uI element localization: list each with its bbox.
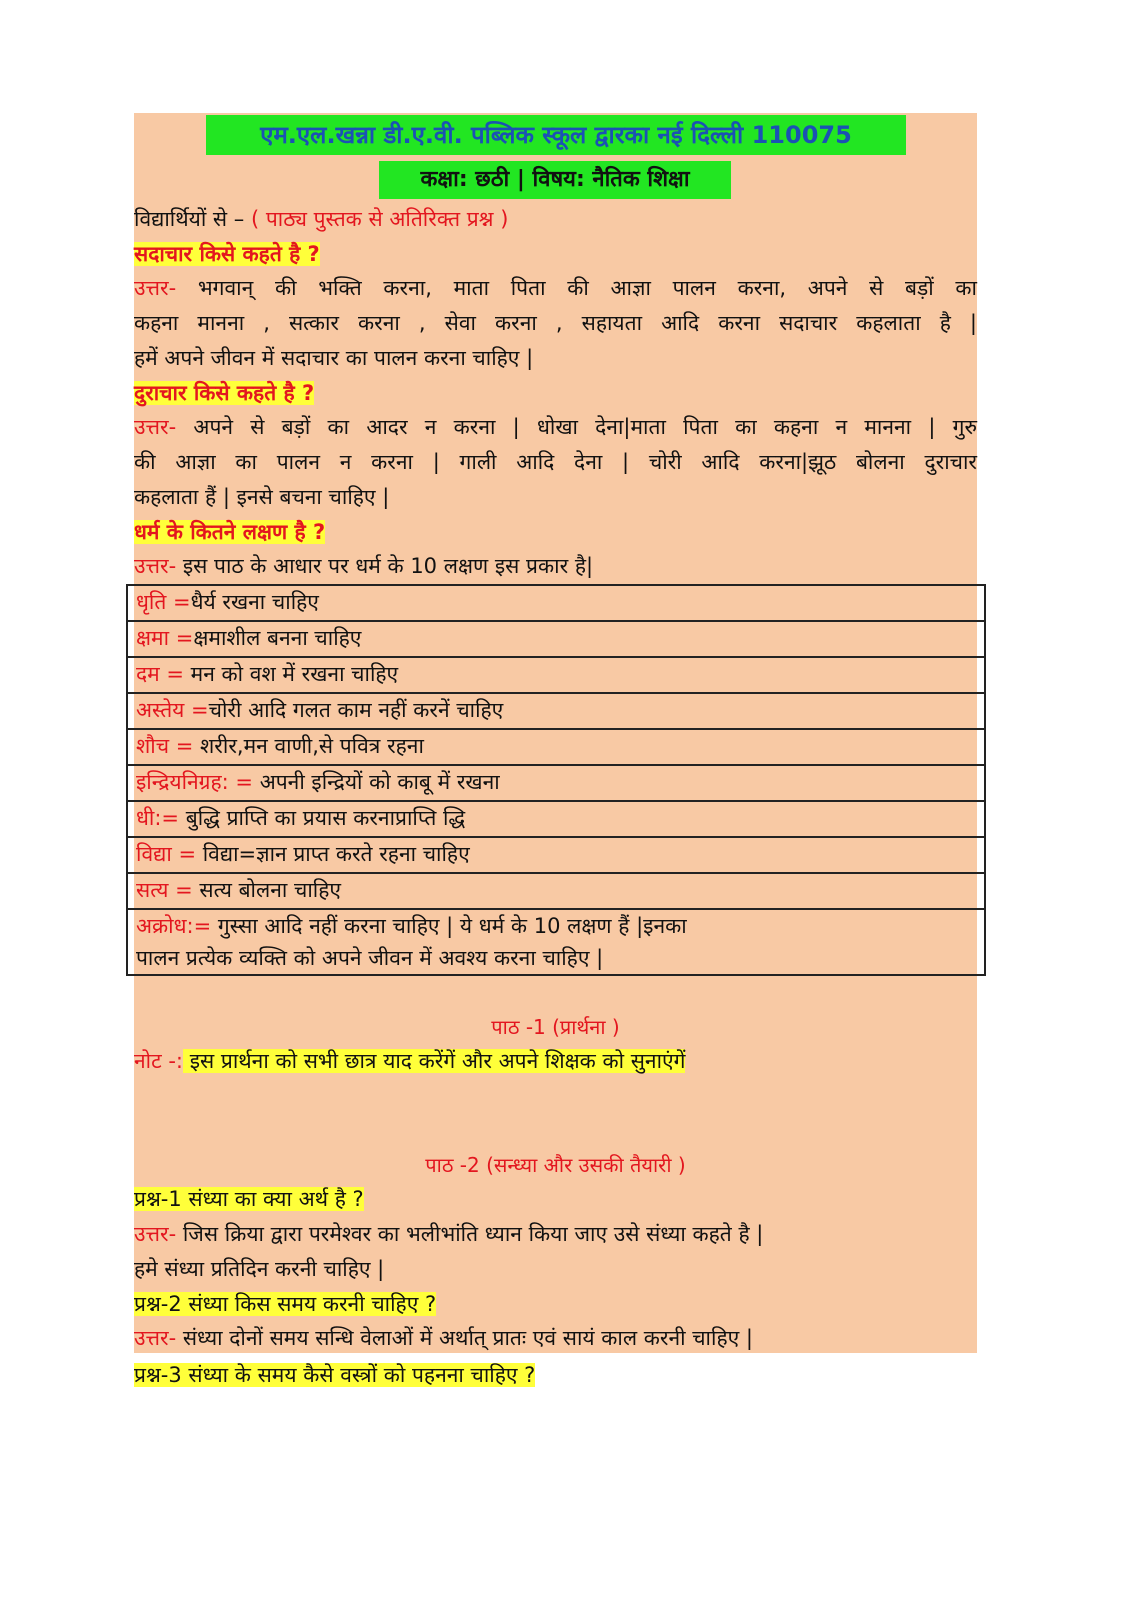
lesson-2-answer-2 (134, 1321, 753, 1355)
answer-durachar-line-3: कहलाता हैं | इनसे बचना चाहिए | (134, 485, 390, 509)
trait-term: धृति = (136, 590, 191, 614)
trait-desc: गुस्सा आदि नहीं करना चाहिए | ये धर्म के 10 लक्षण हैं |इनका (217, 914, 687, 938)
answer-durachar-line-1 (134, 410, 977, 444)
trait-term: अक्रोध:= (136, 914, 218, 938)
table-cell (136, 802, 465, 835)
trait-term: अस्तेय = (136, 698, 209, 722)
lesson-1-heading: पाठ -1 (प्रार्थना ) (491, 1015, 620, 1039)
table-cell (136, 730, 424, 763)
answer-label: उत्तर- (134, 276, 177, 300)
table-row (128, 766, 984, 802)
intro-prefix: विद्यार्थियों से – (134, 207, 251, 231)
table-cell: पालन प्रत्येक व्यक्ति को अपने जीवन में अवश्य करना चाहिए | (136, 946, 604, 970)
answer-label: उत्तर- (134, 1222, 177, 1246)
table-cell (136, 838, 470, 871)
trait-desc: चोरी आदि गलत काम नहीं करनें चाहिए (208, 698, 504, 722)
school-title: एम.एल.खन्ना डी.ए.वी. पब्लिक स्कूल द्वारका नई दिल्ली 110075 (206, 115, 906, 155)
trait-desc: मन को वश में रखना चाहिए (190, 662, 399, 686)
answer-text: अपने से बड़ों का आदर न करना | धोखा देना|माता पिता का कहना न मानना | गुरु (176, 415, 977, 439)
trait-desc: बुद्धि प्राप्ति का प्रयास करनाप्राप्ति द्धि (185, 806, 466, 830)
answer-sadachar-line-1 (134, 271, 977, 305)
answer-label: उत्तर- (134, 554, 177, 578)
dharma-traits-table (126, 584, 986, 976)
lesson-2-heading: पाठ -2 (सन्ध्या और उसकी तैयारी ) (425, 1153, 686, 1177)
table-cell (136, 586, 319, 619)
answer-label: उत्तर- (134, 415, 177, 439)
trait-term: दम = (136, 662, 191, 686)
question-sadachar (134, 237, 320, 271)
table-row (128, 622, 984, 658)
table-row (128, 802, 984, 838)
note-text: इस प्रार्थना को सभी छात्र याद करेंगें और अपने शिक्षक को सुनाएंगें (183, 1049, 686, 1073)
trait-desc: क्षमाशील बनना चाहिए (193, 626, 362, 650)
question-durachar-text: दुराचार किसे कहते है ? (134, 381, 315, 405)
trait-desc: विद्या=ज्ञान प्राप्त करते रहना चाहिए (202, 842, 470, 866)
table-row (128, 910, 984, 974)
trait-desc: शरीर,मन वाणी,से पवित्र रहना (200, 734, 424, 758)
answer-text: भगवान् की भक्ति करना, माता पिता की आज्ञा पालन करना, अपने से बड़ों का (176, 276, 977, 300)
table-row (128, 658, 984, 694)
question-text: प्रश्न-3 संध्या के समय कैसे वस्त्रों को पहनना चाहिए ? (134, 1363, 536, 1387)
table-cell (136, 622, 361, 655)
trait-desc: धैर्य रखना चाहिए (190, 590, 319, 614)
answer-durachar-line-2: की आज्ञा का पालन न करना | गाली आदि देना | चोरी आदि करना|झूठ बोलना दुराचार (134, 450, 977, 474)
table-row (128, 874, 984, 910)
answer-text: संध्या दोनों समय सन्धि वेलाओं में अर्थात् प्रातः एवं सायं काल करनी चाहिए | (176, 1326, 753, 1350)
trait-term: क्षमा = (136, 626, 194, 650)
answer-dharma (134, 549, 593, 583)
question-sadachar-text: सदाचार किसे कहते है ? (134, 242, 320, 266)
answer-text: जिस क्रिया द्वारा परमेश्वर का भलीभांति ध्यान किया जाए उसे संध्या कहते है | (176, 1222, 764, 1246)
lesson-2-question-2 (134, 1287, 436, 1321)
table-row (128, 586, 984, 622)
table-cell (136, 910, 687, 943)
answer-text: इस पाठ के आधार पर धर्म के 10 लक्षण इस प्रकार है| (176, 554, 594, 578)
class-subject-heading: कक्षा: छठी | विषय: नैतिक शिक्षा (379, 161, 731, 199)
table-cell (136, 766, 500, 799)
note-label: नोट -: (134, 1049, 184, 1073)
trait-term: शौच = (136, 734, 201, 758)
question-text: प्रश्न-2 संध्या किस समय करनी चाहिए ? (134, 1292, 437, 1316)
trait-desc: अपनी इन्द्रियों को काबू में रखना (259, 770, 500, 794)
answer-sadachar-line-3: हमें अपने जीवन में सदाचार का पालन करना चाहिए | (134, 346, 534, 370)
trait-term: विद्या = (136, 842, 203, 866)
table-cell (136, 658, 398, 691)
lesson-2-answer-1-line-1 (134, 1217, 763, 1251)
lesson-2-answer-1-line-2: हमे संध्या प्रतिदिन करनी चाहिए | (134, 1257, 385, 1281)
question-dharma-text: धर्म के कितने लक्षण है ? (134, 520, 326, 544)
intro-note: ( पाठ्य पुस्तक से अतिरिक्त प्रश्न ) (250, 207, 509, 231)
table-cell (136, 694, 503, 727)
lesson-2-question-1 (134, 1182, 364, 1216)
trait-desc: सत्य बोलना चाहिए (199, 878, 341, 902)
table-cell (136, 874, 341, 907)
trait-term: इन्द्रियनिग्रह: = (136, 770, 260, 794)
table-row (128, 838, 984, 874)
lesson-2-question-3 (134, 1358, 535, 1392)
trait-term: धी:= (136, 806, 186, 830)
lesson-1-note (134, 1044, 685, 1078)
answer-label: उत्तर- (134, 1326, 177, 1350)
table-row (128, 730, 984, 766)
trait-term: सत्य = (136, 878, 200, 902)
table-row (128, 694, 984, 730)
answer-sadachar-line-2: कहना मानना , सत्कार करना , सेवा करना , सहायता आदि करना सदाचार कहलाता है | (134, 311, 977, 335)
question-dharma (134, 515, 325, 549)
question-text: प्रश्न-1 संध्या का क्या अर्थ है ? (134, 1187, 364, 1211)
question-durachar (134, 376, 314, 410)
intro-line (134, 202, 508, 236)
